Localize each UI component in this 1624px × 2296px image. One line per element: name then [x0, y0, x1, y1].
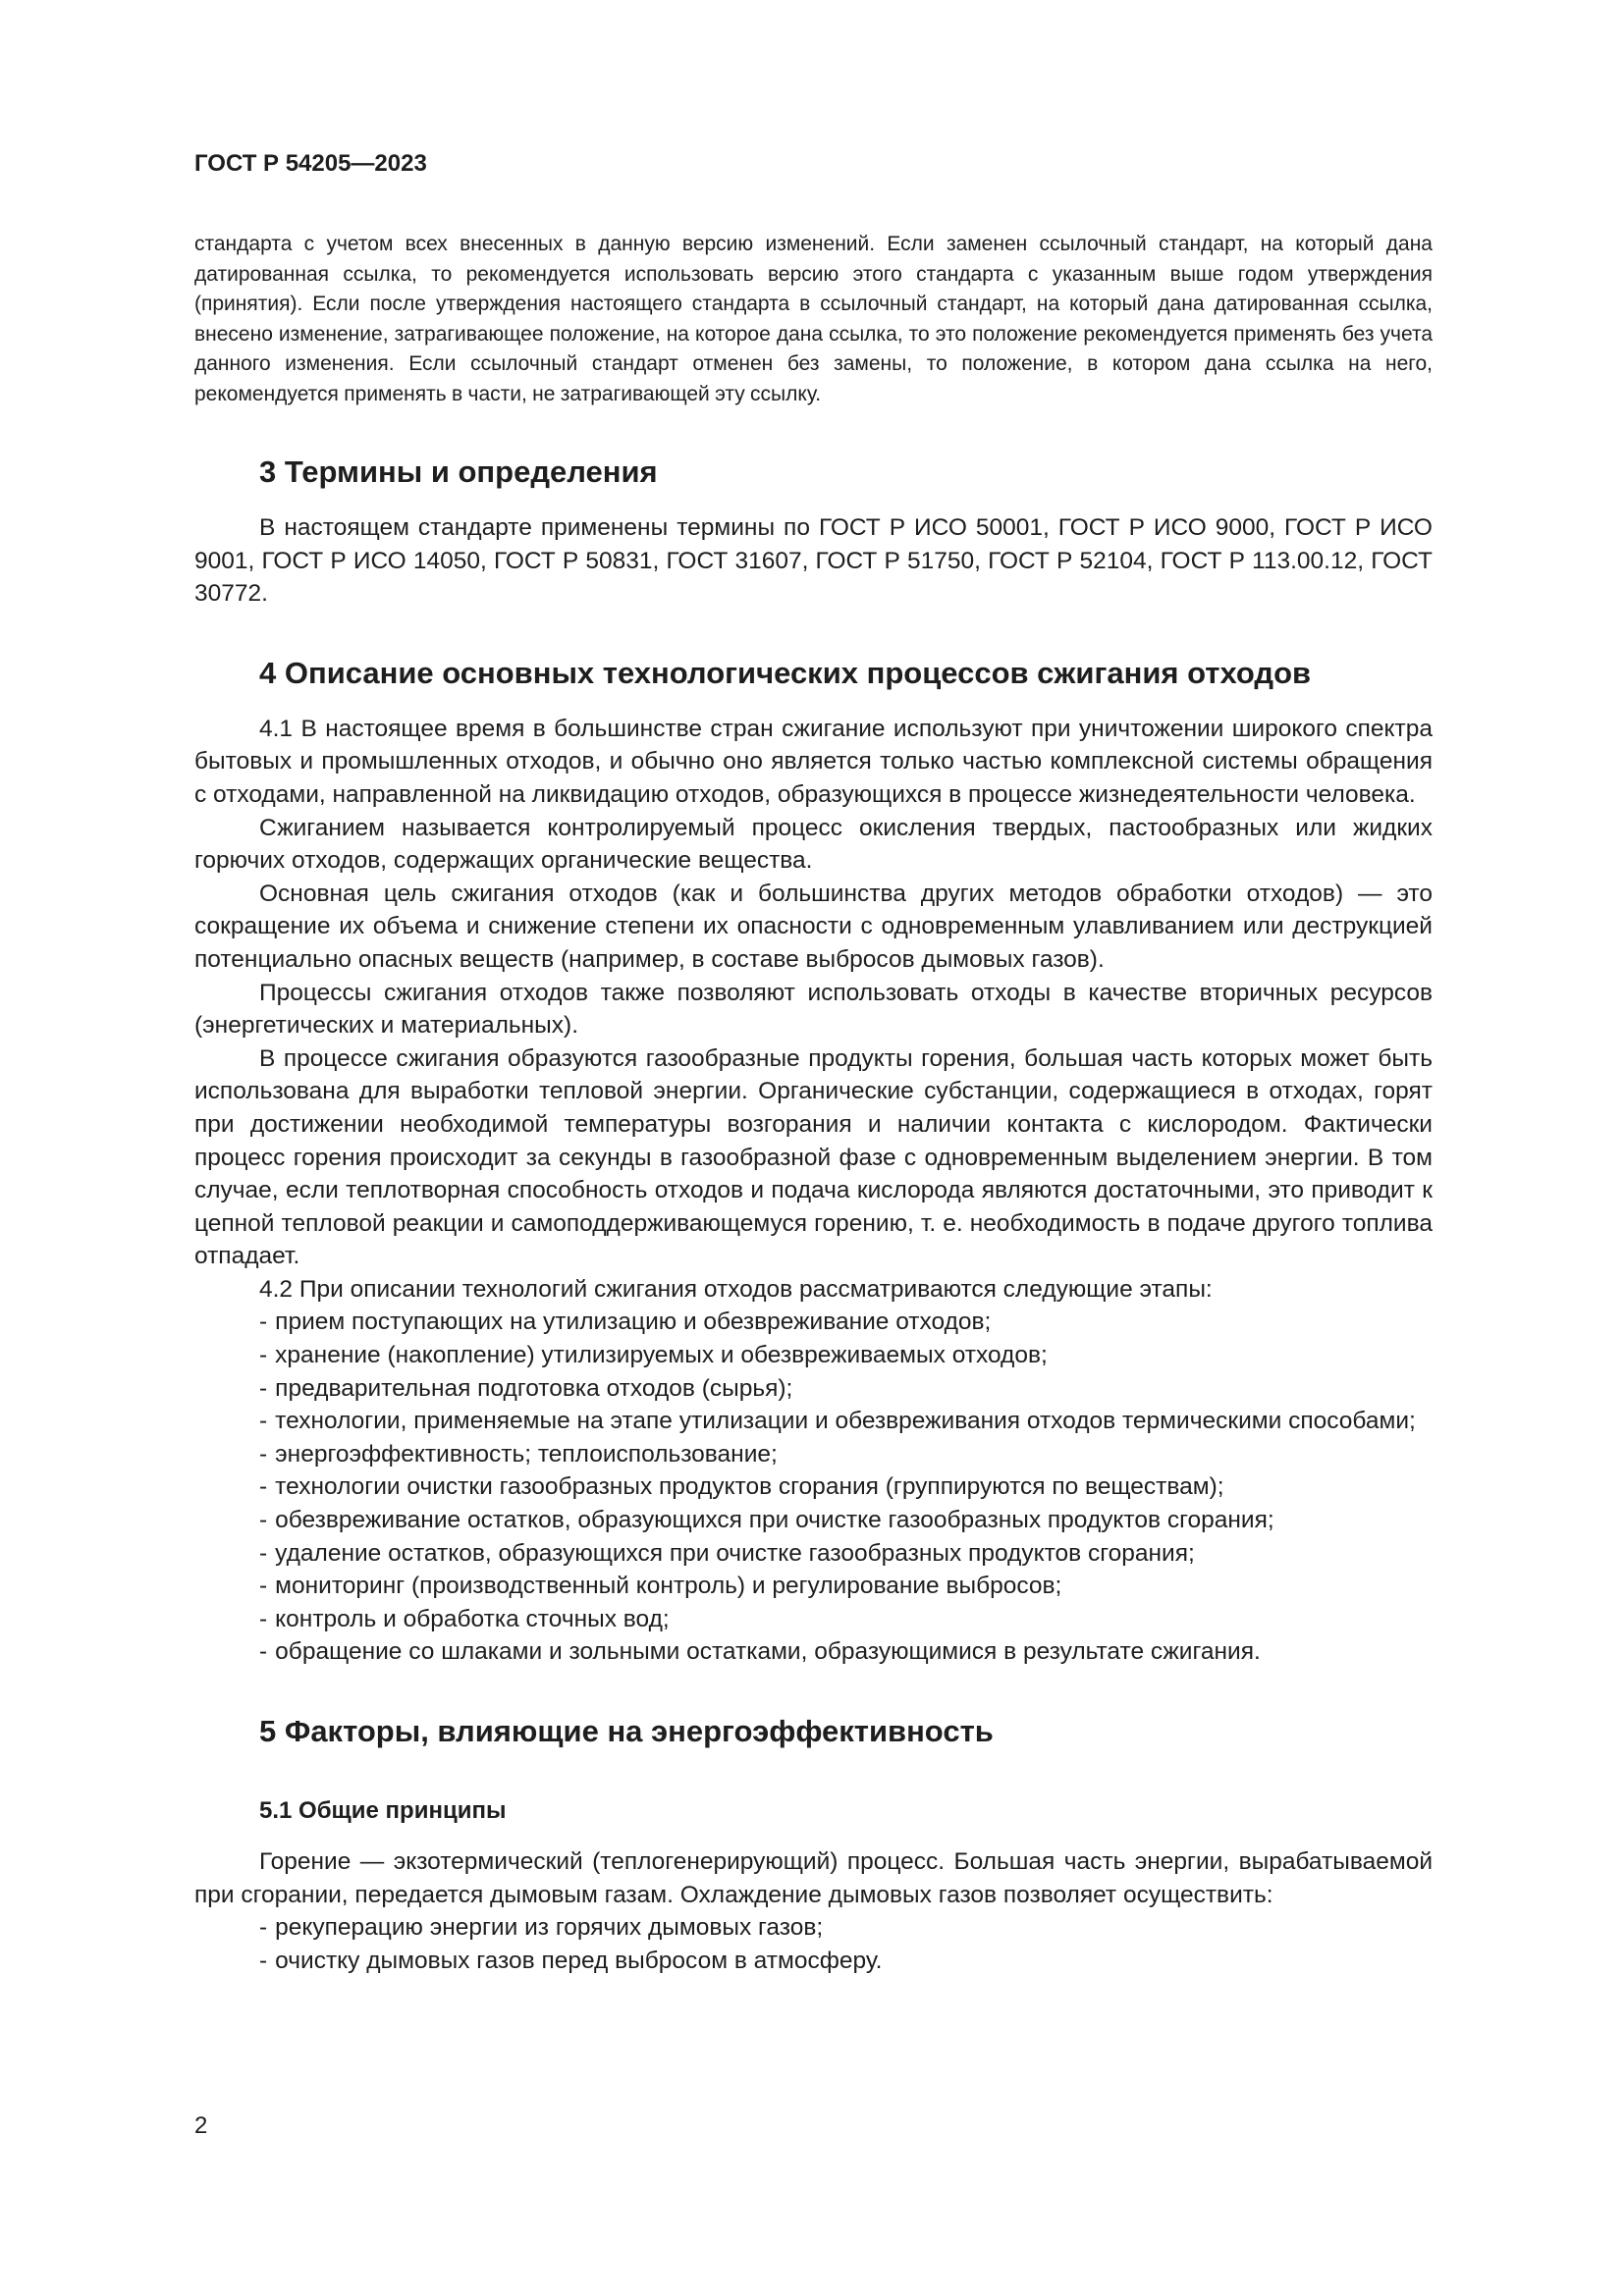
section-5-paragraph: Горение — экзотермический (теплогенерирующий) процесс. Большая часть энергии, вырабатываемой при сгорании, передается дымовым газам. Охлаждение дымовых газов позволяет осуществить: — [194, 1848, 1433, 1908]
section-5-list — [194, 1911, 1433, 1977]
list-item: - энергоэффективность; теплоиспользование; — [259, 1440, 778, 1468]
section-5-title: 5 Факторы, влияющие на энергоэффективность — [259, 1714, 994, 1748]
list-item: - предварительная подготовка отходов (сырья); — [259, 1374, 793, 1402]
section-4-paragraph: 4.1 В настоящее время в большинстве стран сжигание используют при уничтожении широкого спектра бытовых и промышленных отходов, и обычно оно является только частью комплексной системы обращения с отходами, направленной на ликвидацию отходов, образующихся в процессе жизнедеятельности человека. — [194, 715, 1433, 808]
list-item: - прием поступающих на утилизацию и обезвреживание отходов; — [259, 1308, 992, 1336]
list-item: - обезвреживание остатков, образующихся при очистке газообразных продуктов сгорания; — [259, 1507, 1274, 1534]
page-number: 2 — [194, 2112, 208, 2139]
subsection-5-1-title: 5.1 Общие принципы — [259, 1797, 507, 1824]
list-item: - удаление остатков, образующихся при очистке газообразных продуктов сгорания; — [259, 1539, 1195, 1567]
list-item: - хранение (накопление) утилизируемых и обезвреживаемых отходов; — [259, 1342, 1048, 1369]
list-item: - технологии, применяемые на этапе утилизации и обезвреживания отходов термическими способами; — [259, 1408, 1416, 1435]
list-item: - мониторинг (производственный контроль) и регулирование выбросов; — [259, 1573, 1062, 1600]
list-item: - обращение со шлаками и зольными остатками, образующимися в результате сжигания. — [259, 1638, 1261, 1666]
section-4-paragraph: Сжиганием называется контролируемый процесс окисления твердых, пастообразных или жидких горючих отходов, содержащих органические вещества. — [194, 814, 1433, 875]
section-3-text: В настоящем стандарте применены термины по ГОСТ Р ИСО 50001, ГОСТ Р ИСО 9000, ГОСТ Р ИСО 9001, ГОСТ Р ИСО 14050, ГОСТ Р 50831, ГОСТ 31607, ГОСТ Р 51750, ГОСТ Р 52104, ГОСТ Р 113.00.12, ГОСТ 30772. — [194, 514, 1433, 608]
section-4-title: 4 Описание основных технологических процессов сжигания отходов — [259, 655, 1312, 690]
section-4-paragraph: Основная цель сжигания отходов (как и большинства других методов обработки отходов) — это сокращение их объема и снижение степени их опасности с одновременным улавливанием или деструкцией потенциально опасных веществ (например, в составе выбросов дымовых газов). — [194, 880, 1433, 973]
section-4-stage-list — [194, 1306, 1433, 1669]
list-item: - технологии очистки газообразных продуктов сгорания (группируются по веществам); — [259, 1473, 1224, 1501]
list-item: - контроль и обработка сточных вод; — [259, 1605, 670, 1632]
intro-paragraph: стандарта с учетом всех внесенных в данную версию изменений. Если заменен ссылочный стандарт, на который дана датированная ссылка, то рекомендуется использовать версию этого стандарта с указанным выше годом утверждения (принятия). Если после утверждения настоящего стандарта в ссылочный стандарт, на который дана датированная ссылка, внесено изменение, затрагивающее положение, на которое дана ссылка, то это положение рекомендуется применять без учета данного изменения. Если ссылочный стандарт отменен без замены, то положение, в котором дана ссылка на него, рекомендуется применять в части, не затрагивающей эту ссылку. — [194, 233, 1433, 405]
section-4-paragraph: 4.2 При описании технологий сжигания отходов рассматриваются следующие этапы: — [259, 1275, 1213, 1303]
section-3-title: 3 Термины и определения — [259, 454, 658, 489]
list-item: - рекуперацию энергии из горячих дымовых газов; — [259, 1914, 824, 1942]
section-4-paragraph: Процессы сжигания отходов также позволяют использовать отходы в качестве вторичных ресурсов (энергетических и материальных). — [194, 979, 1433, 1040]
section-4-paragraph: В процессе сжигания образуются газообразные продукты горения, большая часть которых может быть использована для выработки тепловой энергии. Органические субстанции, содержащиеся в отходах, горят при достижении необходимой температуры возгорания и наличии контакта с кислородом. Фактически процесс горения происходит за секунды в газообразной фазе с одновременным выделением энергии. В том случае, если теплотворная способность отходов и подача кислорода являются достаточными, это приводит к цепной тепловой реакции и самоподдерживающемуся горению, т. е. необходимость в подаче другого топлива отпадает. — [194, 1044, 1433, 1270]
list-item: - очистку дымовых газов перед выбросом в атмосферу. — [259, 1947, 883, 1974]
document-header: ГОСТ Р 54205—2023 — [194, 150, 427, 177]
